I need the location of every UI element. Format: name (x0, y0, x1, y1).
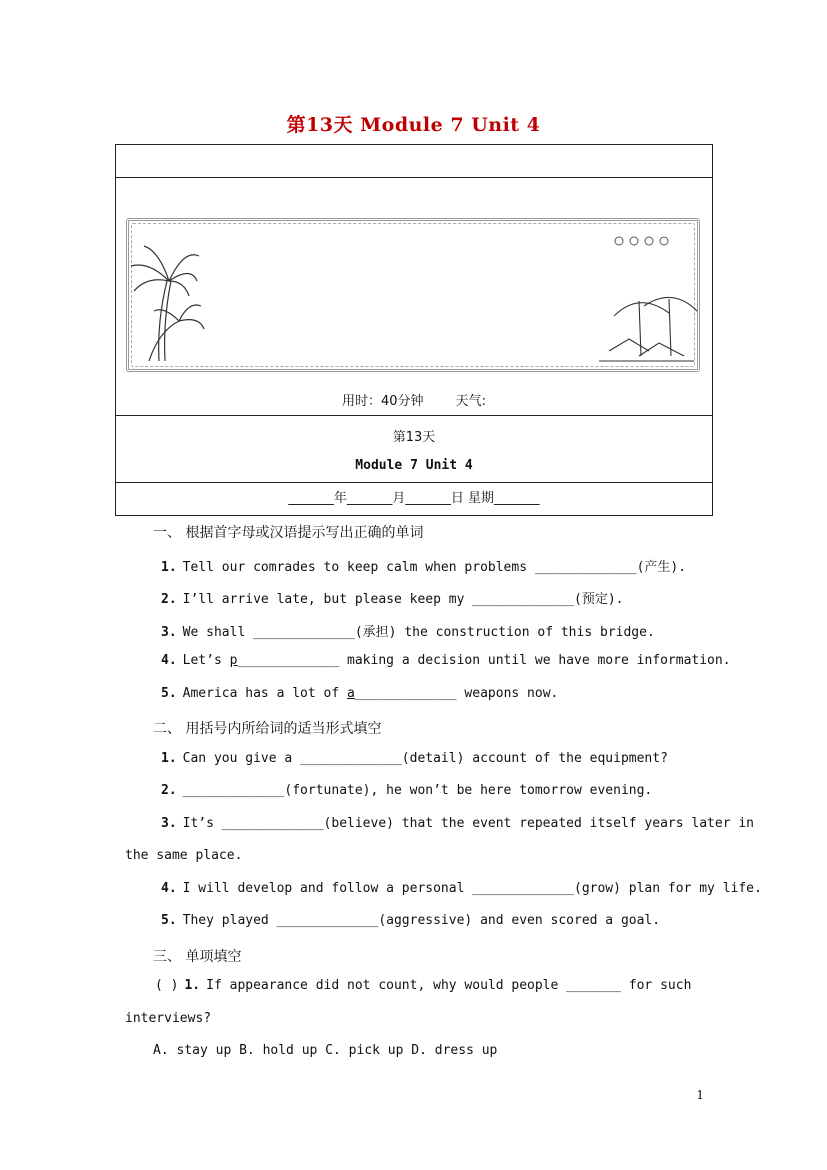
item-number: 3. (161, 625, 177, 640)
item-number: 1. (184, 978, 201, 993)
list-item (161, 816, 754, 831)
day-label: 第13天 (392, 430, 436, 445)
answer-paren: ( ) (155, 978, 179, 993)
section1-heading: 一、 根据首字母或汉语提示写出正确的单词 (153, 525, 424, 541)
page-title: 第13天 Module 7 Unit 4 (286, 114, 541, 136)
item-text: I’ll arrive late, but please keep my _____________(预定). (182, 592, 624, 607)
list-item (161, 653, 731, 668)
time-weather-line (116, 390, 712, 409)
module-label: Module 7 Unit 4 (355, 458, 473, 473)
list-item (161, 556, 686, 575)
item-number: 3. (161, 816, 177, 831)
item-text: _____________ making a decision until we have more information. (237, 653, 731, 668)
page-number: 1 (696, 1088, 704, 1102)
item-text: If appearance did not count, why would people _______ for such (206, 978, 692, 993)
item-text: Can you give a _____________(detail) account of the equipment? (182, 751, 668, 766)
beach-umbrella-icon (599, 297, 697, 361)
weather-icons (615, 237, 668, 245)
section2-heading: 二、 用括号内所给词的适当形式填空 (153, 721, 382, 737)
palm-tree-icon (131, 246, 204, 361)
list-item (161, 783, 652, 798)
list-item (161, 913, 660, 928)
header-table (115, 144, 713, 516)
banner-frame (126, 218, 700, 372)
item-text: They played _____________(aggressive) and even scored a goal. (182, 913, 661, 928)
list-item (161, 686, 558, 701)
item-number: 5. (161, 913, 177, 928)
item-continuation: interviews? (125, 1011, 212, 1026)
list-item (161, 881, 762, 896)
header-empty-row (116, 145, 712, 177)
item-number: 1. (161, 560, 177, 575)
day-row (116, 415, 712, 482)
list-item (161, 588, 623, 607)
item-number: 2. (161, 783, 177, 798)
list-item (161, 621, 655, 640)
item-text: _____________ weapons now. (354, 686, 559, 701)
item-text: I will develop and follow a personal _____________(grow) plan for my life. (182, 881, 762, 896)
item-text: Tell our comrades to keep calm when problems _____________(产生). (182, 560, 687, 575)
item-number: 4. (161, 653, 177, 668)
time-label: 用时：40分钟 (341, 394, 424, 409)
banner-row (116, 177, 712, 415)
item-prefix: America has a lot of (182, 686, 348, 701)
item-continuation: the same place. (125, 848, 243, 863)
initial-letter: a (347, 686, 355, 701)
item-number: 1. (161, 751, 177, 766)
item-number: 5. (161, 686, 177, 701)
date-line: _______年_______月_______日 星期_______ (288, 491, 540, 506)
mc-options: A. stay up B. hold up C. pick up D. dress up (153, 1043, 498, 1058)
item-text: We shall _____________(承担) the construction of this bridge. (182, 625, 655, 640)
banner-illustration (129, 221, 697, 369)
mc-question (155, 978, 691, 993)
section3-heading: 三、 单项填空 (153, 949, 242, 965)
list-item (161, 751, 668, 766)
weather-label: 天气: (455, 394, 487, 409)
initial-letter: p (229, 653, 238, 668)
item-number: 2. (161, 592, 177, 607)
item-text: It’s _____________(believe) that the event repeated itself years later in (182, 816, 755, 831)
item-prefix: Let’s (182, 653, 230, 668)
item-text: _____________(fortunate), he won’t be here tomorrow evening. (182, 783, 653, 798)
date-row (116, 482, 712, 515)
item-number: 4. (161, 881, 177, 896)
